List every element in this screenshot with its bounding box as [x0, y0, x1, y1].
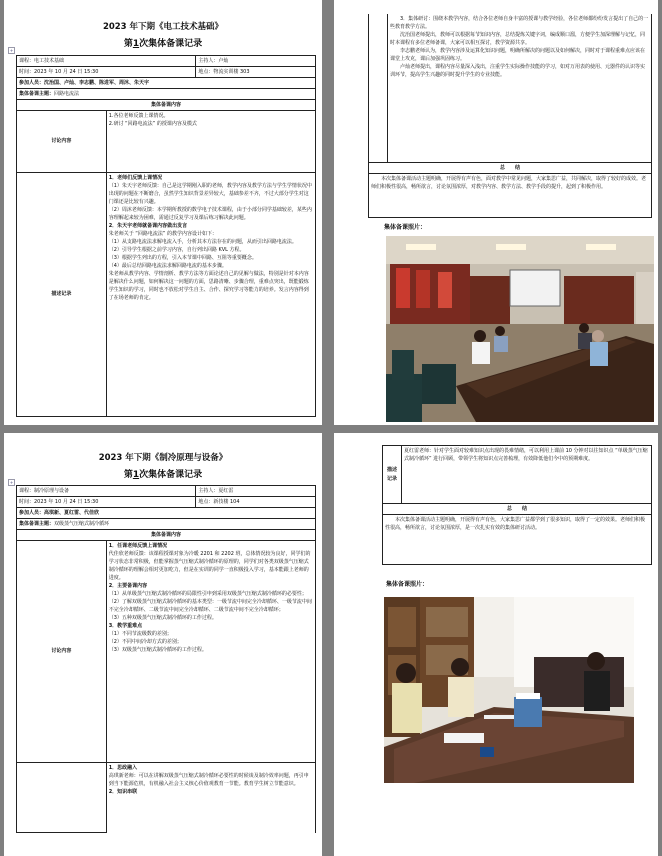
summary-header: 总 结 [369, 162, 652, 173]
page-3 [4, 433, 322, 856]
discuss-label: 讨论内容 [17, 111, 107, 173]
photo-label: 集体备课照片： [384, 224, 427, 231]
record-line: （4）最后总结回路电流法求解回路电流的基本步骤。 [108, 263, 227, 269]
record-line: 2．朱天宇老师就备课内容做出发言 [108, 223, 188, 229]
discuss-content [106, 541, 315, 763]
content-header: 集体备课内容 [17, 530, 316, 541]
record-label-start [17, 763, 107, 833]
participants-cell: 参加人员：沈治国、卢灿、李志鹏、陈进军、周沐、朱天宇 [17, 78, 316, 89]
summary-text: 本次集体备课活动主题明确，开展得有声有色，面对教学中常见问题，大家集思广益，共同解决，取得了较好的成效。老师们积极性很高，畅所欲言，讨论氛围浓厚，对教学内容、教学方法、教学手段的提升，起到了积极作用。 [369, 173, 652, 217]
discuss-line: 代佳欣老师反馈：该课程授课对象为冷暖 2201 和 2202 班，总体情况较为良好，同学们的学习状态非常积极，但能掌握蒸气压缩式制冷循环的原理的，同学们对各类双级蒸气压缩式制冷循环的理解会相对更加吃力，但是在实训的同学一直积极投入学习，基本能跟上老师的进度。 [108, 551, 311, 581]
time-cell: 时间：2023 年 10 月 24 日 15:30 [17, 67, 196, 78]
time-cell: 时间：2023 年 10 月 24 日 15:30 [17, 497, 196, 508]
discuss-label: 讨论内容 [17, 541, 107, 763]
record-line: 朱老师从教学内容、学情剖析、教学方法等方面论述自己的见解与做法，特别是针对本内容是解决什么问题，如何解决这一问题的方面，思路清晰、步骤合理，重难点突出，既能锻炼学生知识的学习，同时也不放松对学生自主、合作、探究学习等能力的培养。发言内容得到了在场老师的肯定。 [108, 271, 309, 301]
record-content-cont [388, 14, 652, 162]
record-line: （2）引导学生根据之前学习内容，自行列出回路 KVL 方程。 [108, 247, 245, 253]
discuss-content [106, 111, 315, 173]
record-line: （3）根据学生列出的方程，引入本节课中回路、互阻等重要概念。 [108, 255, 257, 261]
record-label-cont [369, 14, 388, 162]
record-line: 卢灿老师提出，课程内容尽量深入浅出，注重学生实际操作技能的学习，如对万用表的使用、元器件的认识等实训环节，提高学生兴趣的同时提升学生的专业技能。 [390, 64, 646, 78]
record-table-3 [16, 485, 316, 833]
record-content [106, 763, 315, 833]
participants-cell: 参加人员：高琪新、夏红雷、代佳欣 [17, 508, 316, 519]
record-line: 2．知识串联 [108, 789, 138, 795]
record-table-4 [382, 445, 652, 565]
photo-label: 集体备课照片： [386, 581, 429, 588]
record-title: 第1次集体备课记录 [123, 470, 203, 480]
record-line: 1．思政融入 [108, 765, 138, 771]
table-move-handle-icon[interactable]: + [9, 480, 14, 485]
record-line: 沈治国老师提出，教师可以根据每节知识内容，总结提炼关键字词，编成顺口溜，方便学生加深理解与记忆，同时本课程有多位老师备课，大家可以相互探讨，教学资源共享。 [390, 32, 646, 46]
place-cell: 地点：物流实训楼 303 [196, 67, 316, 78]
record-line: （2）周沐老师反馈：本学期所教授的数学电子技术课程，由于小部分同学基础较差，某些内容理解起来较为困难，需通过反复学习及课后练习解决此问题。 [108, 207, 312, 221]
record-line: （1）从支路电流法求解电流入手，分析其本方法存在的问题，从而引出回路电流法。 [108, 239, 297, 245]
record-table-1 [16, 55, 316, 417]
subject-cell: 课程：电工技术基础 [17, 56, 196, 67]
table-move-handle-icon[interactable]: + [9, 48, 14, 53]
record-line: 李志鹏老师认为，教学内容涉及运算化知识问题，明确所解决的问题以及如何解决，同时对于课程重难点应该在课堂上攻克，课后加强巩固练习。 [390, 48, 646, 62]
record-line: （1）朱天宇老师反馈：自己是这学期刚入职的老师，教学内容及教学方法与学生学情状况中出现的问题在不断磨合，虽然学生知识背景差异较大，基础参差不齐，不过大部分学生对这门课还是比较有兴趣。 [108, 183, 312, 205]
discuss-line: （3）双级蒸气压缩式制冷循环的工作过程。 [108, 647, 207, 653]
subject-cell: 课程：制冷原理与设备 [17, 486, 196, 497]
record-line: 高琪新老师：可以在讲解双级蒸气压缩式制冷循环必要性的时候谈及制冷效率问题，再引申到当下能源危机，有机融入社会主义核心价值观教育一节能。教育学生树立节能意识。 [108, 773, 309, 787]
record-line: 1．老师们反馈上课情况 [108, 175, 163, 181]
discuss-line: 1．任课老师反馈上课情况 [108, 543, 168, 549]
document-title: 2023 年下期《制冷原理与设备》 [98, 453, 228, 463]
theme-cell: 集体备课主题：回路电流法 [17, 89, 316, 100]
record-label: 描述记录 [383, 446, 402, 504]
host-cell: 主持人：卢灿 [196, 56, 316, 67]
discuss-item: 1.各位老师反馈上课情况。 [108, 113, 169, 119]
record-table-2 [368, 14, 652, 218]
discuss-line: （2）了解双级蒸气压缩式制冷循环的基本类型：一级节流中间完全冷却循环、一级节流中间不完全冷却循环、二级节流中间完全冷却循环、二级节流中间不完全冷却循环； [108, 599, 312, 613]
discuss-item: 2.研讨 “回路电流法” 的授课内容及模式 [108, 121, 197, 127]
meeting-photo-2 [384, 597, 634, 783]
document-title: 2023 年下期《电工技术基础》 [102, 22, 224, 32]
discuss-line: 2．主要备课内容 [108, 583, 148, 589]
discuss-line: （1）不同节流级数的差别； [108, 631, 172, 637]
theme-cell: 集体备课主题：双级蒸气压缩式制冷循环 [17, 519, 316, 530]
content-header: 集体备课内容 [17, 100, 316, 111]
record-line: 朱老师关于 “回路电流法” 的教学内容设计如下： [108, 231, 218, 237]
host-cell: 主持人：夏红雷 [196, 486, 316, 497]
discuss-line: （1）从单级蒸气压缩式制冷循环的局限性引申到采用双级蒸气压缩式制冷循环的必要性； [108, 591, 307, 597]
discuss-line: （2）不同中间冷却方式的差别； [108, 639, 182, 645]
record-content-cont: 夏红雷老师：针对学生面对较难知识点出现的畏难情绪，可以利用上课前 10 分钟对以往知识点 “单级蒸气压缩式制冷循环” 进行回顾，带领学生将知识点完善梳理，有效降低他们今中的预期难度。 [402, 446, 652, 504]
page-4 [334, 433, 658, 856]
meeting-photo-1 [386, 236, 654, 422]
record-title: 第1次集体备课记录 [123, 39, 203, 49]
discuss-line: （3）五种双级蒸气压缩式制冷循环的工作过程。 [108, 615, 217, 621]
summary-header: 总 结 [383, 504, 652, 515]
record-line: 3．集体研讨：围绕本教学内容，结合各位老师自身丰富的授课与教学经验，各位老师都纷纷发言提出了自己的一些教育教学方法。 [390, 16, 649, 30]
page-1 [4, 0, 322, 425]
page-2 [334, 0, 658, 425]
discuss-line: 3．教学重难点 [108, 623, 143, 629]
record-content [106, 173, 315, 417]
place-cell: 地点：新技楼 104 [196, 497, 316, 508]
record-label: 描述记录 [17, 173, 107, 417]
summary-text: 本次集体备课活动主题明确，开展得有声有色，大家集思广益都学到了很多知识，取得了一定的效果。老师们积极性很高，畅所欲言，讨论氛围浓厚，是一次扎实有效的集体研讨活动。 [383, 515, 652, 565]
